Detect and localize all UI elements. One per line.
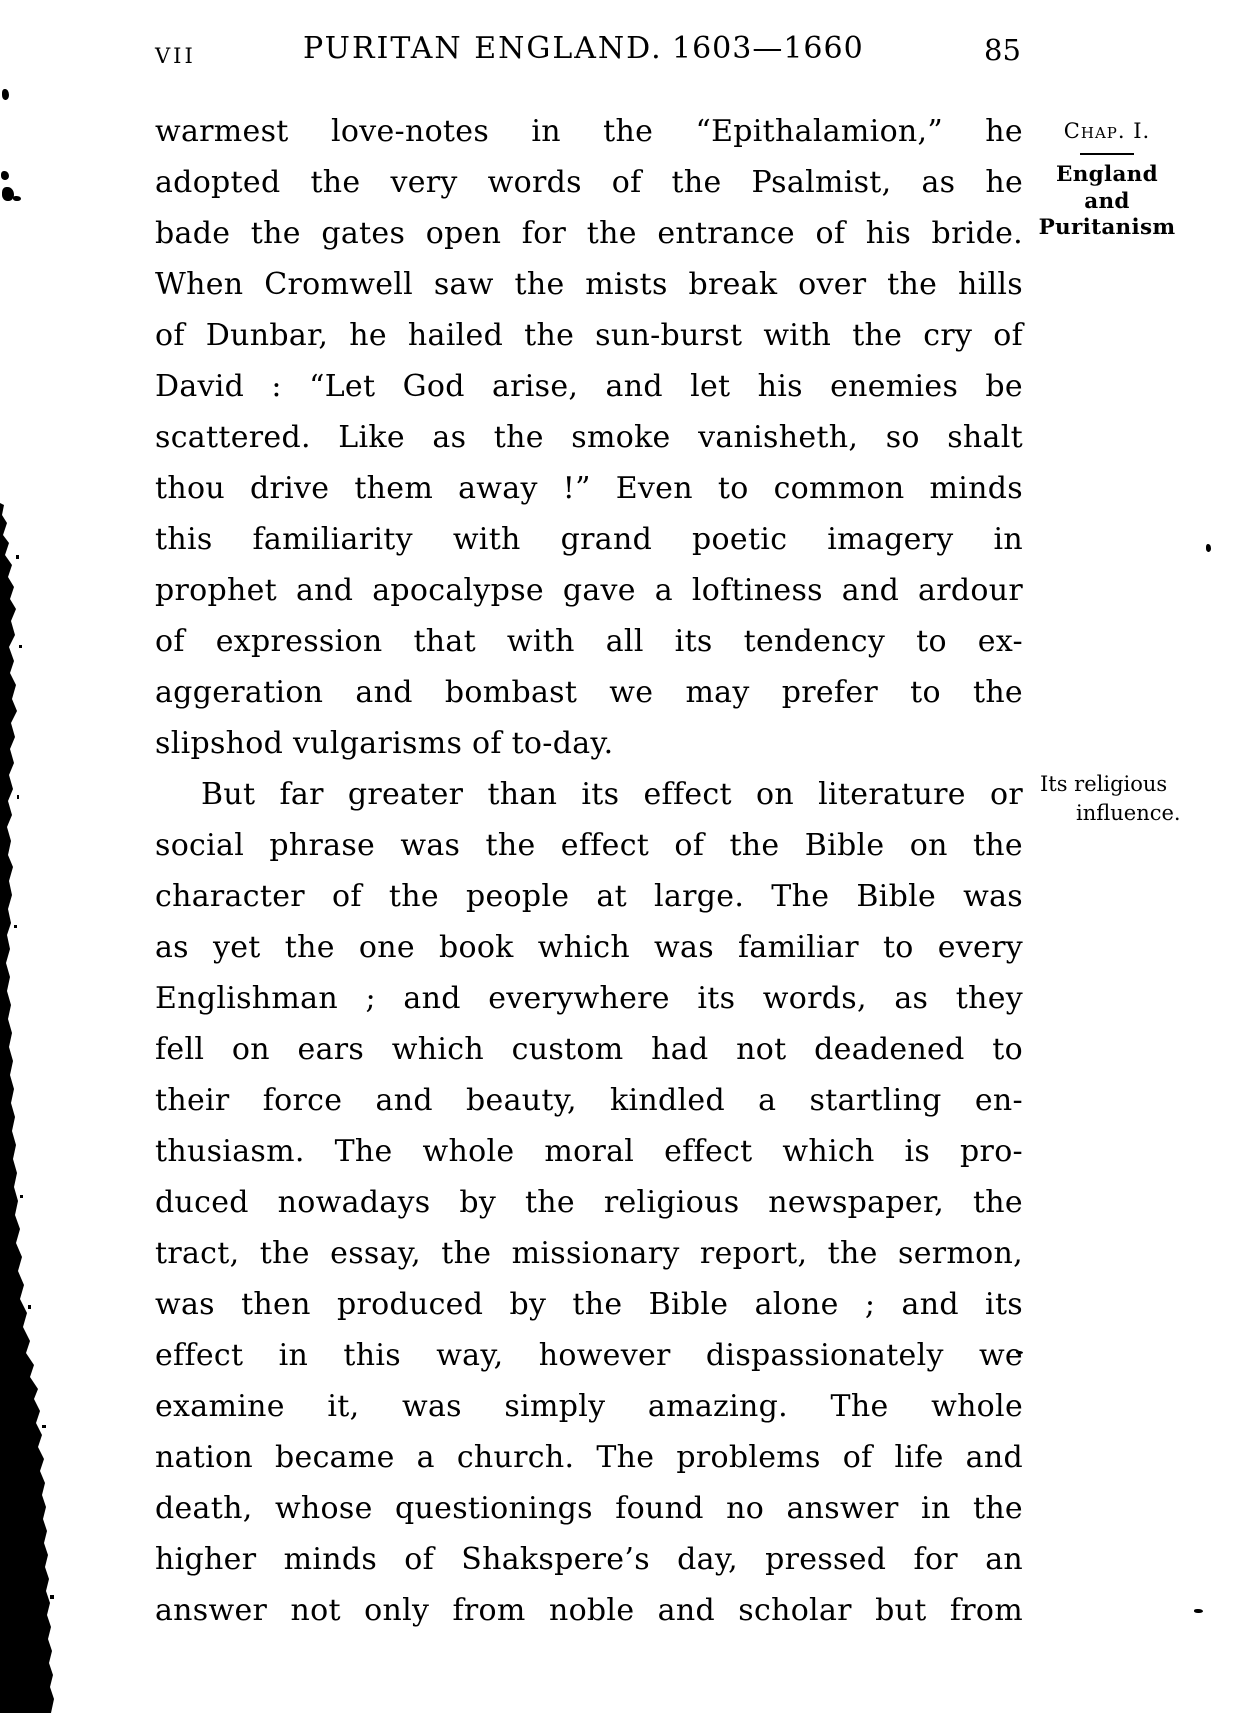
running-title: PURITAN ENGLAND. <box>303 31 663 66</box>
text-line: adopted the very words of the Psalmist, as he <box>155 165 1023 200</box>
margin-rule <box>1080 153 1134 155</box>
text-line: When Cromwell saw the mists break over the hills <box>155 267 1023 302</box>
margin-note-line: and <box>1084 188 1130 214</box>
text-line: But far greater than its effect on literature or <box>201 777 1023 812</box>
text-line: of Dunbar, he hailed the sun-burst with the cry of <box>155 318 1023 353</box>
text-line: character of the people at large. The Bible was <box>155 879 1023 914</box>
text-line: thusiasm. The whole moral effect which is pro- <box>155 1134 1023 1169</box>
page-number: 85 <box>984 33 1021 67</box>
text-line: fell on ears which custom had not deadened to <box>155 1032 1023 1067</box>
text-line: prophet and apocalypse gave a loftiness and ardour <box>155 573 1023 608</box>
text-line: tract, the essay, the missionary report, the sermon, <box>155 1236 1023 1271</box>
text-line: was then produced by the Bible alone ; and its <box>155 1287 1023 1322</box>
chapter-note-title <box>1032 162 1182 242</box>
text-line: aggeration and bombast we may prefer to the <box>155 675 1023 710</box>
text-line: bade the gates open for the entrance of his bride. <box>155 216 1023 251</box>
paragraph-2 <box>155 769 1023 1636</box>
body-text <box>155 106 1023 1636</box>
paragraph-1 <box>155 106 1023 769</box>
chapter-note-label: Chap. I. <box>1063 119 1151 143</box>
margin-note-religious <box>1040 770 1215 828</box>
ink-speck <box>1206 544 1211 552</box>
scan-binding-edge <box>0 495 60 1713</box>
margin-note-line: England <box>1056 162 1158 187</box>
margin-note-line: Its religious <box>1040 772 1168 796</box>
margin-note-line: influence. <box>1076 801 1181 825</box>
text-line: David : “Let God arise, and let his enemies be <box>155 369 1023 404</box>
running-dates: 1603—1660 <box>672 31 864 66</box>
ink-speck <box>13 196 21 201</box>
text-line: scattered. Like as the smoke vanisheth, so shalt <box>155 420 1023 455</box>
text-line: social phrase was the effect of the Bible on the <box>155 828 1023 863</box>
text-line: slipshod vulgarisms of to-day. <box>155 726 614 761</box>
text-line: answer not only from noble and scholar but from <box>155 1593 1023 1628</box>
text-line: effect in this way, however dispassionately we <box>155 1338 1023 1373</box>
margin-note-line: Puritanism <box>1038 215 1176 240</box>
text-line: warmest love-notes in the “Epithalamion,” he <box>155 114 1023 149</box>
text-line: their force and beauty, kindled a startling en- <box>155 1083 1023 1118</box>
chapter-numeral: VII <box>155 44 196 68</box>
margin-note-chapter <box>1032 118 1182 242</box>
text-line: duced nowadays by the religious newspaper, the <box>155 1185 1023 1220</box>
text-line: thou drive them away !” Even to common minds <box>155 471 1023 506</box>
ink-speck <box>2 89 9 100</box>
text-line: as yet the one book which was familiar to every <box>155 930 1023 965</box>
ink-speck <box>1 171 9 180</box>
ink-speck <box>1194 1609 1203 1613</box>
text-line: Englishman ; and everywhere its words, as they <box>155 981 1023 1016</box>
text-line: nation became a church. The problems of life and <box>155 1440 1023 1475</box>
text-line: of expression that with all its tendency to ex- <box>155 624 1023 659</box>
text-line: death, whose questionings found no answer in the <box>155 1491 1023 1526</box>
text-line: examine it, was simply amazing. The whole <box>155 1389 1023 1424</box>
text-line: higher minds of Shakspere’s day, pressed for an <box>155 1542 1023 1577</box>
text-line: this familiarity with grand poetic imagery in <box>155 522 1023 557</box>
